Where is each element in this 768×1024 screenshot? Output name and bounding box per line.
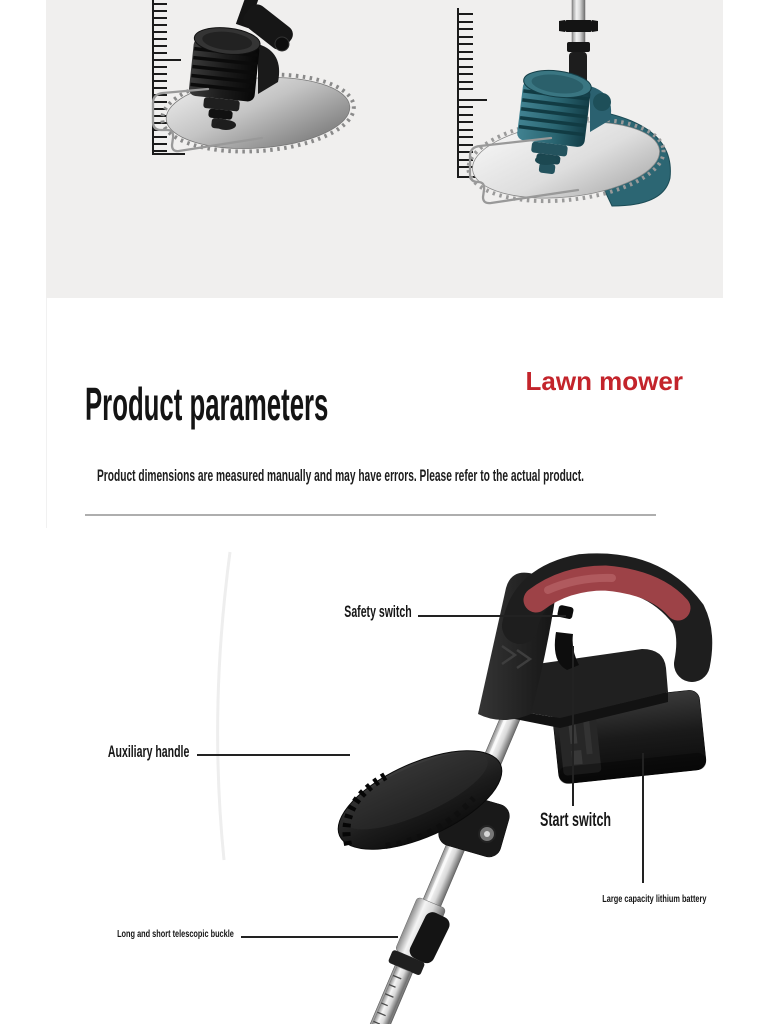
auxiliary-handle-line: [197, 754, 350, 756]
battery-line: [642, 753, 644, 883]
safety-switch-label: Safety switch: [344, 602, 412, 621]
brand-label: Lawn mower: [525, 366, 683, 396]
telescopic-pole: [341, 690, 543, 1024]
start-switch-line: [572, 646, 574, 806]
safety-switch-line: [418, 615, 566, 617]
section-divider: [85, 514, 656, 516]
auxiliary-handle-label: Auxiliary handle: [107, 742, 189, 761]
content-edge-line: [46, 298, 47, 528]
page-title: Product parameters: [85, 378, 329, 430]
trimmer-heads-image: [46, 0, 723, 298]
photo-shadow-edge: [218, 552, 230, 860]
telescopic-buckle-label: Long and short telescopic buckle: [117, 928, 234, 940]
trimmer-black-image: [153, 0, 356, 158]
telescopic-buckle-line: [241, 936, 398, 938]
battery-label: Large capacity lithium battery: [602, 893, 707, 905]
disclaimer-text: Product dimensions are measured manually and may have errors. Please refer to the actual product.: [97, 466, 584, 485]
trimmer-teal-image: [464, 0, 670, 210]
safety-switch-knob: [557, 605, 574, 620]
start-switch-label: Start switch: [540, 810, 612, 831]
hero-panel: [46, 0, 723, 298]
